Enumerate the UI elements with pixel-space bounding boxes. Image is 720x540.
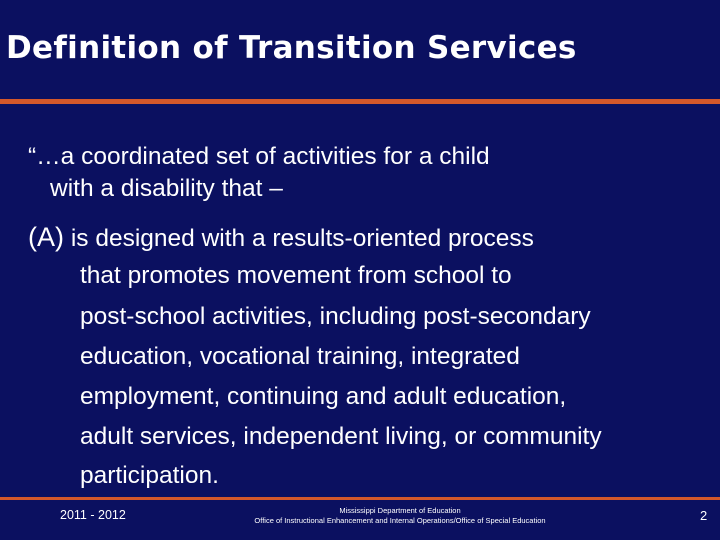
page-number: 2 [700,508,708,523]
list-item-line: adult services, independent living, or community [80,423,602,450]
intro-line-1: “…a coordinated set of activities for a child [28,143,490,170]
footer-org-line-1: Mississippi Department of Education [339,506,461,515]
footer-divider [0,497,720,500]
list-item-line: education, vocational training, integrated [80,343,520,370]
footer-date: 2011 - 2012 [60,508,126,522]
list-item-a-first-line [28,222,534,254]
list-item-line: is designed with a results-oriented process [70,225,534,252]
list-item-line: employment, continuing and adult education, [80,383,567,410]
list-item-line: post-school activities, including post-secondary [80,303,591,330]
list-item-marker: (A) [28,222,64,252]
title-divider [0,99,720,104]
slide-title: Definition of Transition Services [6,30,577,66]
footer-org-line-2: Office of Instructional Enhancement and Internal Operations/Office of Special Education [254,516,546,525]
list-item-line: participation. [80,462,219,489]
footer-organization [200,506,600,526]
intro-line-2: with a disability that – [50,175,283,202]
list-item-line: that promotes movement from school to [80,262,512,289]
